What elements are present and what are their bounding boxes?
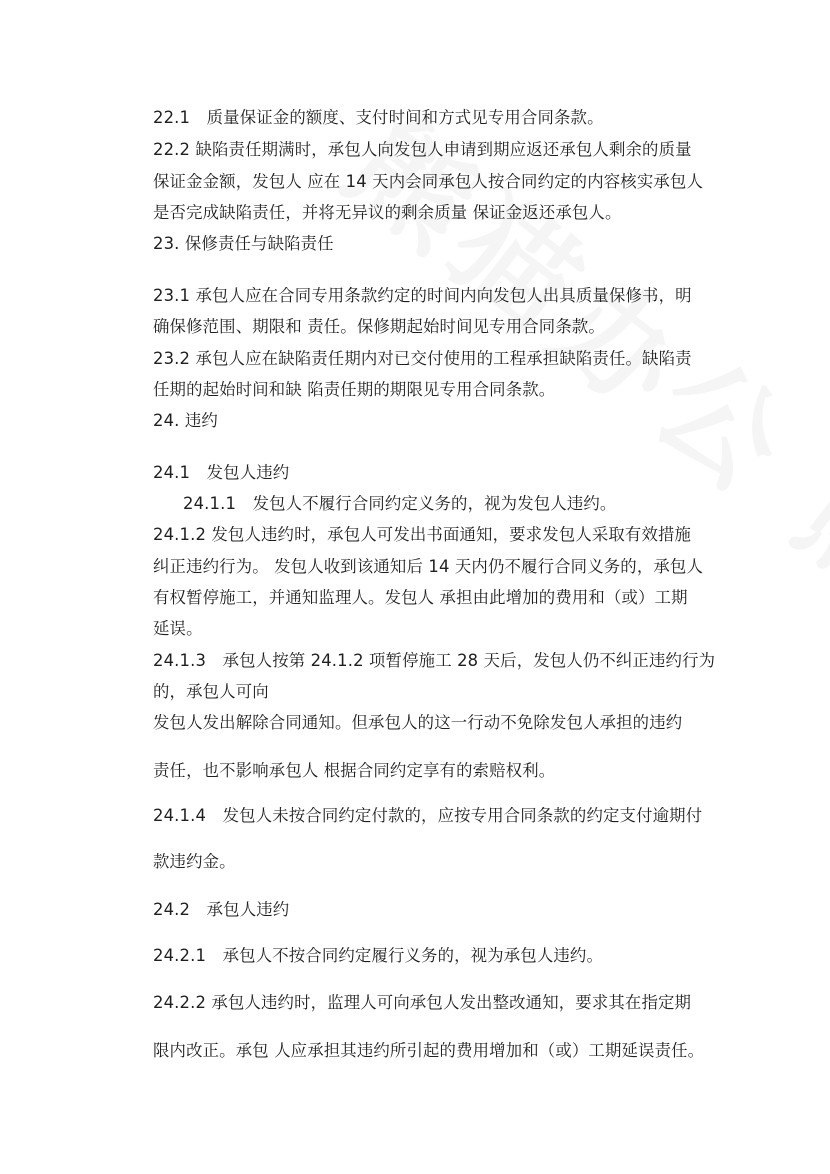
text-line-22-1: 22.1 质量保证金的额度、支付时间和方式见专用合同条款。: [153, 108, 604, 127]
text-line: 延误。: [153, 619, 203, 638]
text-line-24-2-2: 24.2.2 承包人违约时，监理人可向承包人发出整改通知，要求其在指定期: [153, 993, 692, 1012]
heading-24: 24. 违约: [153, 411, 218, 430]
heading-23: 23. 保修责任与缺陷责任: [153, 234, 334, 253]
text-line: 有权暂停施工，并通知监理人。发包人 承担由此增加的费用和（或）工期: [153, 588, 688, 607]
text-line-24-1-1: 24.1.1 发包人不履行合同约定义务的，视为发包人违约。: [183, 494, 617, 513]
text-line: 任期的起始时间和缺 陷责任期的期限见专用合同条款。: [153, 380, 556, 399]
text-line: 责任，也不影响承包人 根据合同约定享有的索赔权利。: [153, 761, 556, 780]
text-line: 是否完成缺陷责任，并将无异议的剩余质量 保证金返还承包人。: [153, 203, 622, 222]
text-line: 款违约金。: [153, 852, 236, 871]
heading-24-2: 24.2 承包人违约: [153, 900, 290, 919]
text-line: 的，承包人可向: [153, 682, 269, 701]
text-line: 确保修范围、期限和 责任。保修期起始时间见专用合同条款。: [153, 317, 605, 336]
text-line-24-1-4: 24.1.4 发包人未按合同约定付款的，应按专用合同条款的约定支付逾期付: [153, 806, 703, 825]
text-line-24-1-3: 24.1.3 承包人按第 24.1.2 项暂停施工 28 天后，发包人仍不纠正违约行为: [153, 651, 716, 670]
text-line: 纠正违约行为。 发包人收到该通知后 14 天内仍不履行合同义务的，承包人: [153, 557, 703, 576]
text-line: 限内改正。承包 人应承担其违约所引起的费用增加和（或）工期延误责任。: [153, 1041, 705, 1060]
text-line: 发包人发出解除合同通知。但承包人的这一行动不免除发包人承担的违约: [153, 713, 683, 732]
text-line-24-1-2: 24.1.2 发包人违约时，承包人可发出书面通知，要求发包人采取有效措施: [153, 525, 692, 544]
text-line: 保证金金额，发包人 应在 14 天内会同承包人按合同约定的内容核实承包人: [153, 172, 703, 191]
heading-24-1: 24.1 发包人违约: [153, 463, 290, 482]
text-line-22-2: 22.2 缺陷责任期满时，承包人向发包人申请到期应返还承包人剩余的质量: [153, 140, 692, 159]
text-line-23-2: 23.2 承包人应在缺陷责任期内对已交付使用的工程承担缺陷责任。缺陷责: [153, 349, 692, 368]
watermark: [318, 72, 830, 880]
text-line-24-2-1: 24.2.1 承包人不按合同约定履行义务的，视为承包人违约。: [153, 946, 604, 965]
text-line-23-1: 23.1 承包人应在合同专用条款约定的时间内向发包人出具质量保修书，明: [153, 286, 692, 305]
